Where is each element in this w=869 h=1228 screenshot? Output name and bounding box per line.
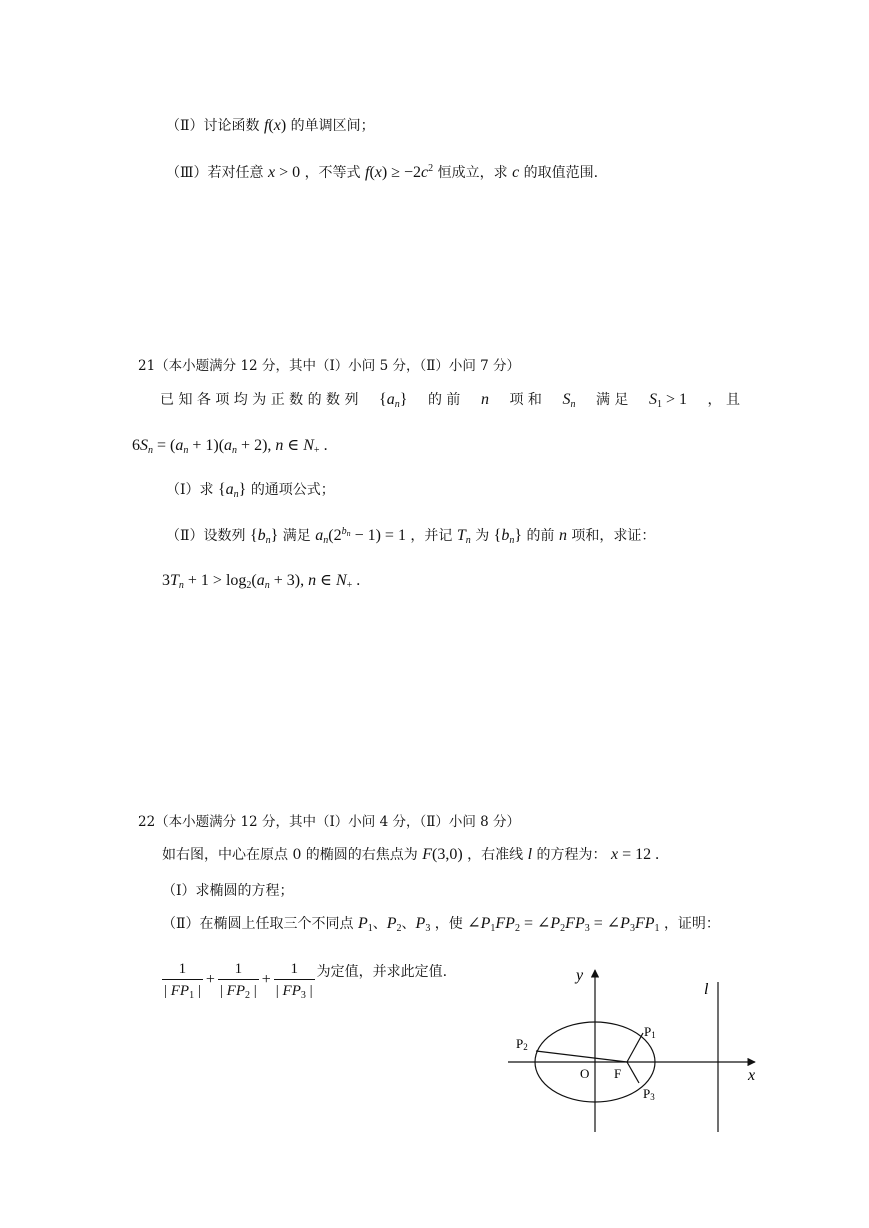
- math-P1: $P_1$: [357, 915, 373, 934]
- math-F30: F(3,0): [422, 846, 463, 863]
- label-y: y: [576, 967, 584, 984]
- label-P2: P2: [516, 1036, 528, 1052]
- label-l: l: [704, 981, 709, 998]
- math-seq-an-2: $\{a_n\}$: [217, 481, 247, 500]
- math-x-eq-12: x = 12 .: [610, 846, 660, 863]
- q22-header: 22（本小题满分 12 分，其中（Ⅰ）小问 4 分，（Ⅱ）小问 8 分）: [138, 814, 521, 830]
- q22-part2-prefix: （Ⅱ）在椭圆上任取三个不同点: [162, 916, 354, 932]
- q20-part2-suffix: 的单调区间；: [290, 118, 375, 134]
- q22-sep-1: 、: [372, 916, 387, 932]
- label-F: F: [614, 1066, 622, 1081]
- q22-sep-2: 、: [401, 916, 416, 932]
- label-P3: P3: [643, 1086, 655, 1102]
- math-P2: $P_2$: [386, 915, 402, 934]
- q22-stem-mid2: 的方程为：: [536, 847, 607, 863]
- q20-part2: [166, 116, 375, 136]
- fraction-1-FP3: $\frac{1}{| FP_3 |}$: [275, 960, 313, 1001]
- q21-inequality: $3T_n + 1 > \log_2(a_n + 3)$, n ∈ $N_+$ .: [162, 572, 361, 591]
- fraction-1-FP2: $\frac{1}{| FP_2 |}$: [219, 960, 257, 1001]
- q22-fraction-sum: $\frac{1}{| FP_1 |}$ + $\frac{1}{| FP_2 |}$ + $\frac{1}{| FP_3 |}$ 为定值，并求此定值.: [164, 960, 448, 1001]
- ellipse-diagram: [500, 962, 780, 1142]
- q21-stem-e: ， 且: [707, 392, 740, 408]
- q21-stem-line1: [160, 390, 740, 410]
- label-x: x: [748, 1067, 756, 1084]
- q21-part2-mid4: 的前: [526, 528, 555, 544]
- label-O: O: [580, 1066, 590, 1081]
- q21-part2-prefix: （Ⅱ）设数列: [166, 528, 246, 544]
- q22-part2-mid: ，使: [434, 916, 463, 932]
- math-Tn: $T_n$: [456, 527, 471, 546]
- segment-F-P3: [627, 1062, 639, 1083]
- math-n: n: [480, 391, 489, 408]
- q20-part3-suffix: 的取值范围.: [523, 165, 599, 181]
- q21-header: 21（本小题满分 12 分，其中（Ⅰ）小问 5 分，（Ⅱ）小问 7 分）: [138, 358, 521, 374]
- math-seq-an: $\{a_n\}$: [379, 391, 408, 410]
- math-Sn: $S_n$: [562, 391, 576, 410]
- q22-stem-mid: ，右准线: [467, 847, 524, 863]
- q22-part2: [162, 914, 720, 934]
- q20-part3-mid2: 恒成立，求: [437, 165, 508, 181]
- q22-stem: [162, 845, 659, 865]
- q21-part2-mid2: ，并记: [410, 528, 453, 544]
- math-seq-bn-2: $\{b_n\}$: [493, 527, 523, 546]
- math-x-gt-0: x > 0: [267, 164, 301, 181]
- q21-part2-suffix: 项和，求证：: [571, 528, 656, 544]
- math-n-2: n: [558, 527, 567, 544]
- math-inequality: $f(x) \ge -2c^2$: [365, 163, 434, 181]
- q20-part3-mid1: ，不等式: [304, 165, 361, 181]
- math-angles: $\angle P_1FP_2$ = $\angle P_2FP_3$ = $\angle P_3FP_1$: [467, 915, 660, 934]
- q20-part3: [166, 163, 598, 183]
- q21-stem-c: 项 和: [509, 392, 542, 408]
- q21-stem-d: 满 足: [595, 392, 629, 408]
- math-an-condition: $a_n(2^{b_n} - 1) = 1$: [315, 526, 406, 546]
- label-P1: P1: [644, 1024, 656, 1040]
- math-c: c: [512, 164, 520, 181]
- math-fx: f(x): [263, 117, 287, 134]
- q21-stem-b: 的 前: [427, 392, 461, 408]
- fraction-1-FP1: $\frac{1}{| FP_1 |}$: [164, 960, 201, 1001]
- q22-stem-prefix: 如右图，中心在原点 0 的椭圆的右焦点为: [162, 847, 418, 863]
- q22-part1: （Ⅰ）求椭圆的方程；: [162, 883, 294, 899]
- q21-part2: [166, 526, 655, 546]
- q21-part2-mid1: 满足: [282, 528, 311, 544]
- q21-stem-line2: $6S_n = (a_n + 1)(a_n + 2)$, n ∈ $N_+$ .: [132, 437, 328, 456]
- q21-part2-mid3: 为: [475, 528, 490, 544]
- q21-part1-suffix: 的通项公式；: [250, 482, 335, 498]
- segment-F-P2: [536, 1051, 627, 1062]
- q22-part2-suffix: ，证明：: [663, 916, 720, 932]
- math-seq-bn: $\{b_n\}$: [249, 527, 279, 546]
- q21-part1: [166, 480, 335, 500]
- math-S1-gt-1: $S_1 > 1$: [648, 391, 687, 410]
- math-l: l: [527, 846, 533, 863]
- segment-F-P1: [627, 1033, 643, 1062]
- q22-tail: 为定值，并求此定值.: [316, 964, 448, 980]
- math-P3: $P_3$: [415, 915, 431, 934]
- q21-stem-a: 已 知 各 项 均 为 正 数 的 数 列: [160, 392, 359, 408]
- q21-part1-prefix: （Ⅰ）求: [166, 482, 214, 498]
- q20-part2-prefix: （Ⅱ）讨论函数: [166, 118, 260, 134]
- q20-part3-prefix: （Ⅲ）若对任意: [166, 165, 264, 181]
